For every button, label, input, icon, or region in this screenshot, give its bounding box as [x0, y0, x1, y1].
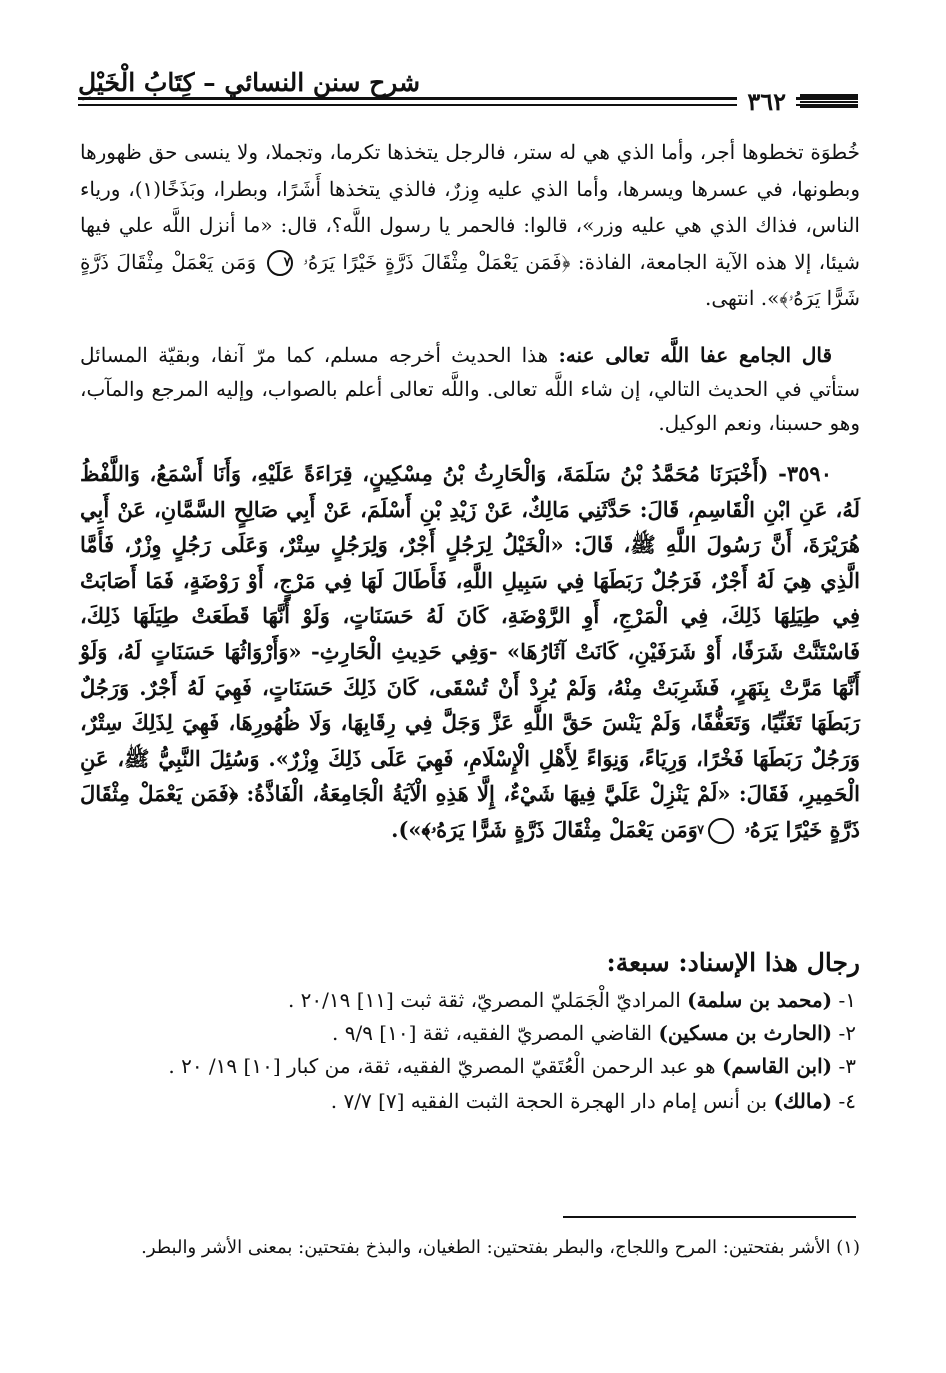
narrators-list [80, 984, 860, 1118]
paragraph-tail: وَمَن يَعْمَلْ مِثْقَالَ ذَرَّةٍ شَرًّا يَرَهُۥ﴾». انتهى. [80, 249, 860, 310]
paragraph-text: خُطوَة تخطوها أجر، وأما الذي هي له ستر، فالرجل يتخذها تكرما، وتجملا، ولا ينسى حق ظهورها وبطونها، في عسرها ويسرها، وأما الذي عليه وِزرٌ، فالذي يتخذها أَشَرًا، وبطرا، وبَذَخًا(١)، ورياء الناس، فذاك الذي هي عليه وزر»، قالوا: فالحمر يا رسول اللَّه؟، قال: «ما أنزل اللَّه علي فيها شيئا، إلا هذه الآية الجامعة، الفاذة: ﴿فَمَن يَعْمَلْ مِثْقَالَ ذَرَّةٍ خَيْرًا يَرَهُۥ [80, 140, 861, 274]
item-number: ٢- [838, 1021, 856, 1045]
narrator-name: (مالك) [773, 1089, 833, 1113]
compiler-lead: قال الجامع عفا اللَّه تعالى عنه: [558, 343, 833, 367]
page-number: ٣٦٢ [737, 88, 796, 116]
item-number: ١- [838, 988, 856, 1012]
list-item [80, 1017, 860, 1050]
narrator-desc: المراديّ الْجَمَليّ المصريّ، ثقة ثبت [١١] ٢٠/١٩ . [287, 988, 681, 1012]
header-title: شرح سنن النسائي – كِتَابُ الْخَيْلِ [78, 68, 421, 97]
compiler-text: هذا الحديث أخرجه مسلم، كما مرّ آنفا، وبقيّة المسائل ستأتي في الحديث التالي، إن شاء اللَّه تعالى. واللَّه تعالى أعلم بالصواب، وإليه المرجع والمآب، وهو حسبنا، ونعم الوكيل. [80, 343, 860, 435]
rijal-heading: رجال هذا الإسناد: سبعة: [606, 948, 860, 977]
narrator-name: (محمد بن سلمة) [687, 988, 833, 1012]
hadith-tail: وَمَن يَعْمَلْ مِثْقَالَ ذَرَّةٍ شَرًّا يَرَهُۥ﴾»). [391, 816, 698, 842]
narrator-desc: القاضي المصريّ الفقيه، ثقة [١٠] ٩/٩ . [332, 1021, 653, 1045]
ayah-number-mark: ٧ [267, 250, 293, 276]
footnote-divider [563, 1216, 856, 1218]
list-item [80, 1085, 860, 1118]
ayah-number-mark: ٧ [708, 818, 734, 844]
paragraph-hadith-continuation [80, 134, 860, 317]
list-item [80, 984, 860, 1017]
header-ornament [800, 94, 858, 108]
running-header [78, 60, 858, 116]
narrator-name: (ابن القاسم) [721, 1054, 833, 1078]
footnote: (١) الأشر بفتحتين: المرح واللجاج، والبطر بفتحتين: الطغيان، والبذخ بفتحتين: بمعنى الأشر والبطر. [141, 1237, 860, 1258]
list-item [80, 1050, 860, 1083]
narrator-name: (الحارث بن مسكين) [658, 1021, 833, 1045]
item-number: ٣- [838, 1054, 856, 1078]
narrator-desc: هو عبد الرحمن الْعُتَقيّ المصريّ الفقيه، ثقة، من كبار [١٠] ١٩/ ٢٠ . [168, 1054, 716, 1078]
item-number: ٤- [838, 1089, 856, 1113]
hadith-text: ٣٥٩٠- (أَخْبَرَنَا مُحَمَّدُ بْنُ سَلَمَةَ، وَالْحَارِثُ بْنُ مِسْكِينٍ، قِرَاءَةً عَلَيْهِ، وَأَنَا أَسْمَعُ، وَاللَّفْظُ لَهُ، عَنِ ابْنِ الْقَاسِمِ، قَالَ: حَدَّثَنِي مَالِكٌ، عَنْ زَيْدِ بْنِ أَسْلَمَ، عَنْ أَبِي صَالِحٍ السَّمَّانِ، عَنْ أَبِي هُرَيْرَةَ، أَنَّ رَسُولَ اللَّهِ ﷺ، قَالَ: «الْخَيْلُ لِرَجُلٍ أَجْرٌ، وَلِرَجُلٍ سِتْرٌ، وَعَلَى رَجُلٍ وِزْرٌ، فَأَمَّا الَّذِي هِيَ لَهُ أَجْرٌ، فَرَجُلٌ رَبَطَهَا فِي سَبِيلِ اللَّهِ، فَأَطَالَ لَهَا فِي مَرْجٍ، أَوْ رَوْضَةٍ، فَمَا أَصَابَتْ فِي طِيَلِهَا ذَلِكَ، فِي الْمَرْجِ، أَوِ الرَّوْضَةِ، كَانَ لَهُ حَسَنَاتٍ، وَلَوْ أَنَّهَا قَطَعَتْ طِيَلَهَا ذَلِكَ، فَاسْتَنَّتْ شَرَفًا، أَوْ شَرَفَيْنِ، كَانَتْ آثَارُهَا» -وَفِي حَدِيثِ الْحَارِثِ- «وَأَرْوَاثُهَا حَسَنَاتٍ لَهُ، وَلَوْ أَنَّهَا مَرَّتْ بِنَهَرٍ، فَشَرِبَتْ مِنْهُ، وَلَمْ يُرِدْ أَنْ تُسْقَى، كَانَ ذَلِكَ حَسَنَاتٍ، فَهِيَ لَهُ أَجْرٌ. وَرَجُلٌ رَبَطَهَا تَغَنِّيًا، وَتَعَفُّفًا، وَلَمْ يَنْسَ حَقَّ اللَّهِ عَزَّ وَجَلَّ فِي رِقَابِهَا، وَلَا ظُهُورِهَا، فَهِيَ لِذَلِكَ سِتْرٌ، وَرَجُلٌ رَبَطَهَا فَخْرًا، وَرِيَاءً، وَنِوَاءً لِأَهْلِ الْإِسْلَامِ، فَهِيَ عَلَى ذَلِكَ وِزْرٌ». وَسُئِلَ النَّبِيُّ ﷺ، عَنِ الْحَمِيرِ، فَقَالَ: «لَمْ يَنْزِلْ عَلَيَّ فِيهَا شَيْءٌ، إِلَّا هَذِهِ الْآيَةُ الْجَامِعَةُ، الْفَاذَّةُ: ﴿فَمَن يَعْمَلْ مِثْقَالَ ذَرَّةٍ خَيْرًا يَرَهُۥ [80, 461, 860, 842]
hadith-3590 [80, 456, 860, 848]
paragraph-compiler-note [80, 338, 860, 440]
narrator-desc: بن أنس إمام دار الهجرة الحجة الثبت الفقيه [٧] ٧/٧ . [330, 1089, 768, 1113]
